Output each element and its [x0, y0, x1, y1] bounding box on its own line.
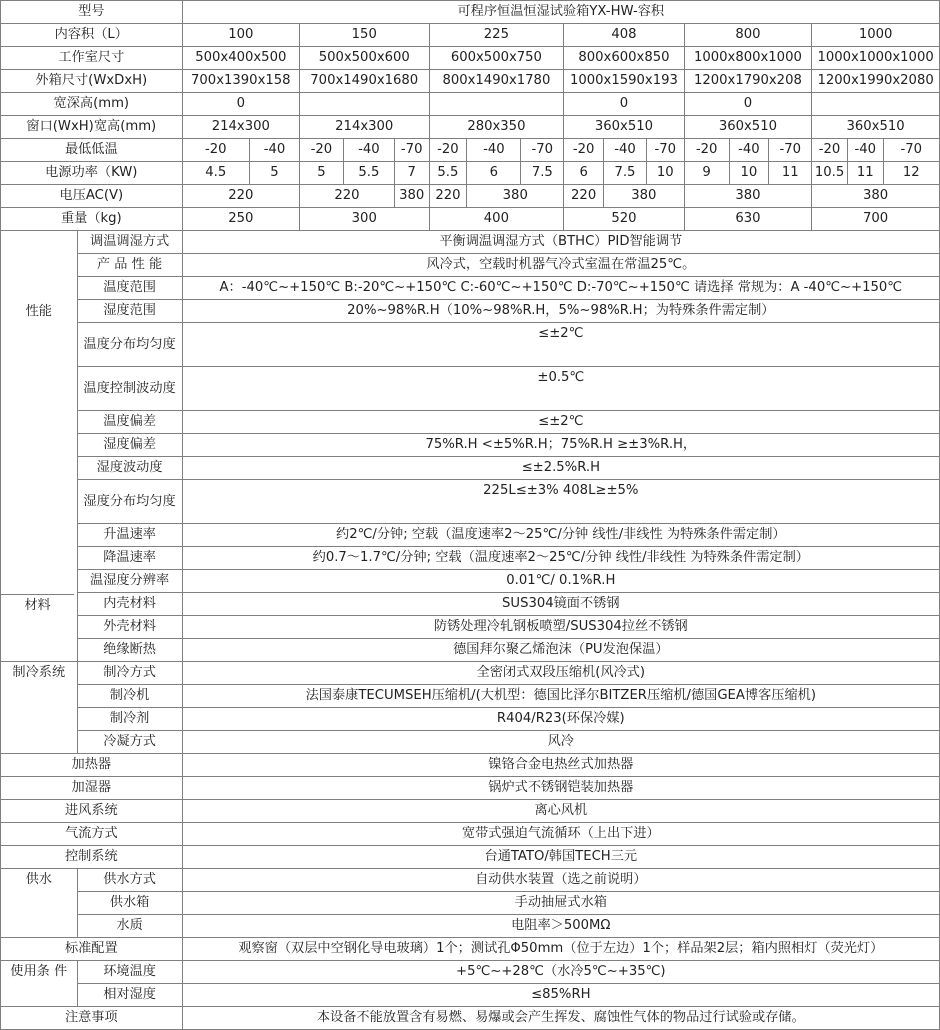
- row-cooling: [1, 708, 940, 731]
- window-cell: 360x510: [684, 116, 812, 139]
- volume-cell: 100: [182, 24, 299, 47]
- perf-value: ±0.5℃: [182, 367, 939, 411]
- min-temp-cell: -70: [646, 139, 684, 162]
- chamber-cell: 1000x1000x1000: [812, 47, 940, 70]
- min-temp-cell: -70: [769, 139, 812, 162]
- chamber-label: 工作室尺寸: [1, 47, 183, 70]
- row-perf: [1, 277, 940, 300]
- perf-label: 温湿度分辨率: [77, 570, 182, 593]
- min-temp-cell: -40: [729, 139, 769, 162]
- simple-label: 进风系统: [1, 800, 183, 823]
- min-temp-cell: -20: [182, 139, 249, 162]
- min-temp-cell: -40: [847, 139, 883, 162]
- usage-value: +5℃~+28℃（水冷5℃~+35℃): [182, 961, 939, 984]
- weight-cell: 700: [812, 208, 940, 231]
- voltage-cell: 380: [394, 185, 429, 208]
- min-temp-cell: -40: [467, 139, 521, 162]
- outer-cell: 700x1390x158: [182, 70, 299, 93]
- row-perf: [1, 524, 940, 547]
- material-label: 绝缘断热: [77, 639, 182, 662]
- usage-label: 环境温度: [77, 961, 182, 984]
- power-label: 电源功率（KW): [1, 162, 183, 185]
- power-cell: 5: [299, 162, 343, 185]
- window-label: 窗口(WxH)宽高(mm): [1, 116, 183, 139]
- chamber-cell: 600x500x750: [429, 47, 564, 70]
- row-cooling: [1, 731, 940, 754]
- window-cell: 360x510: [564, 116, 684, 139]
- power-cell: 6: [564, 162, 604, 185]
- row-water: [1, 892, 940, 915]
- perf-label: 温度分布均匀度: [77, 323, 182, 367]
- volume-cell: 225: [429, 24, 564, 47]
- row-perf: [1, 300, 940, 323]
- voltage-cell: 220: [429, 185, 467, 208]
- outer-label: 外箱尺寸(WxDxH): [1, 70, 183, 93]
- row-cooling: [1, 662, 940, 685]
- volume-cell: 408: [564, 24, 684, 47]
- power-cell: 9: [684, 162, 729, 185]
- row-water: [1, 869, 940, 892]
- voltage-cell: 380: [467, 185, 564, 208]
- weight-cell: 520: [564, 208, 684, 231]
- model-label: 型号: [1, 1, 183, 24]
- window-cell: 360x510: [812, 116, 940, 139]
- perf-group-label: 性能: [1, 231, 78, 662]
- notes-label: 注意事项: [1, 1007, 183, 1030]
- perf-value: A：-40℃~+150℃ B:-20℃~+150℃ C:-60℃~+150℃ D:-70℃~+150℃ 请选择 常规为：A -40℃~+150℃: [182, 277, 939, 300]
- perf-label: 升温速率: [77, 524, 182, 547]
- row-simple: [1, 846, 940, 869]
- min-temp-cell: -20: [564, 139, 604, 162]
- perf-label: 降温速率: [77, 547, 182, 570]
- cooling-group-label: 制冷系统: [1, 662, 78, 754]
- power-cell: 5: [249, 162, 299, 185]
- wdh-cell: [429, 93, 564, 116]
- perf-label: 湿度波动度: [77, 457, 182, 480]
- row-voltage: [1, 185, 940, 208]
- volume-label: 内容积（L）: [1, 24, 183, 47]
- outer-cell: 800x1490x1780: [429, 70, 564, 93]
- wdh-cell: [812, 93, 940, 116]
- material-value: 防锈处理冷轧钢板喷塑/SUS304拉丝不锈钢: [182, 616, 939, 639]
- simple-value: 离心风机: [182, 800, 939, 823]
- perf-value: 风冷式，空载时机器气冷式室温在常温25℃。: [182, 254, 939, 277]
- cooling-value: R404/R23(环保冷媒): [182, 708, 939, 731]
- voltage-label: 电压AC(V): [1, 185, 183, 208]
- simple-value: 台通TATO/韩国TECH三元: [182, 846, 939, 869]
- simple-label: 控制系统: [1, 846, 183, 869]
- cooling-label: 制冷机: [77, 685, 182, 708]
- wdh-cell: 0: [564, 93, 684, 116]
- row-perf: [1, 411, 940, 434]
- cooling-label: 冷凝方式: [77, 731, 182, 754]
- simple-label: 加热器: [1, 754, 183, 777]
- voltage-cell: 380: [684, 185, 812, 208]
- cooling-label: 制冷剂: [77, 708, 182, 731]
- volume-cell: 800: [684, 24, 812, 47]
- simple-label: 加湿器: [1, 777, 183, 800]
- material-value: 德国拜尔聚乙烯泡沫（PU发泡保温）: [182, 639, 939, 662]
- row-outer: [1, 70, 940, 93]
- row-perf: [1, 570, 940, 593]
- simple-value: 锅炉式不锈钢铠装加热器: [182, 777, 939, 800]
- row-chamber: [1, 47, 940, 70]
- row-power: [1, 162, 940, 185]
- power-cell: 11: [847, 162, 883, 185]
- perf-value: 约0.7～1.7℃/分钟; 空载（温度速率2～25℃/分钟 线性/非线性 为特殊条件需定制）: [182, 547, 939, 570]
- perf-value: ≤±2℃: [182, 323, 939, 367]
- row-simple: [1, 777, 940, 800]
- perf-value: 0.01℃/ 0.1%R.H: [182, 570, 939, 593]
- min-temp-cell: -40: [249, 139, 299, 162]
- row-perf: [1, 457, 940, 480]
- row-weight: [1, 208, 940, 231]
- row-min-temp: [1, 139, 940, 162]
- material-label: 内壳材料: [77, 593, 182, 616]
- row-perf: [1, 323, 940, 367]
- power-cell: 4.5: [182, 162, 249, 185]
- perf-label: 湿度偏差: [77, 434, 182, 457]
- perf-label: 温度偏差: [77, 411, 182, 434]
- row-wdh: [1, 93, 940, 116]
- cooling-value: 法国泰康TECUMSEH压缩机/(大机型：德国比泽尔BITZER压缩机/德国GEA博客压缩机): [182, 685, 939, 708]
- water-value: 手动抽屉式水箱: [182, 892, 939, 915]
- material-value: SUS304镜面不锈钢: [182, 593, 939, 616]
- weight-cell: 250: [182, 208, 299, 231]
- perf-value: 75%R.H <±5%R.H；75%R.H ≥±3%R.H，: [182, 434, 939, 457]
- power-cell: 7: [394, 162, 429, 185]
- row-water: [1, 915, 940, 938]
- row-material: [1, 639, 940, 662]
- voltage-cell: 220: [299, 185, 394, 208]
- perf-label: 产 品 性 能: [77, 254, 182, 277]
- min-temp-cell: -20: [429, 139, 467, 162]
- window-cell: 280x350: [429, 116, 564, 139]
- perf-label: 湿度范围: [77, 300, 182, 323]
- voltage-cell: 220: [182, 185, 299, 208]
- water-label: 供水箱: [77, 892, 182, 915]
- chamber-cell: 1000x800x1000: [684, 47, 812, 70]
- water-label: 水质: [77, 915, 182, 938]
- standard-value: 观察窗（双层中空钢化导电玻璃）1个；测试孔Φ50mm（位于左边）1个；样品架2层；箱内照相灯（荧光灯）: [182, 938, 939, 961]
- power-cell: 11: [769, 162, 812, 185]
- row-simple: [1, 800, 940, 823]
- row-model: [1, 1, 940, 24]
- row-material: [1, 593, 940, 616]
- power-cell: 6: [467, 162, 521, 185]
- outer-cell: 1200x1990x2080: [812, 70, 940, 93]
- row-simple: [1, 754, 940, 777]
- min-temp-cell: -70: [883, 139, 939, 162]
- volume-cell: 150: [299, 24, 429, 47]
- power-cell: 7.5: [604, 162, 647, 185]
- row-window: [1, 116, 940, 139]
- wdh-label: 宽深高(mm): [1, 93, 183, 116]
- cooling-value: 风冷: [182, 731, 939, 754]
- row-perf: [1, 254, 940, 277]
- row-standard: [1, 938, 940, 961]
- material-group-label: 材料: [1, 594, 74, 617]
- model-value: 可程序恒温恒湿试验箱YX-HW-容积: [182, 1, 939, 24]
- weight-label: 重量（kg): [1, 208, 183, 231]
- perf-value: 225L≤±3% 408L≥±5%: [182, 480, 939, 524]
- perf-value: 20%~98%R.H（10%~98%R.H，5%~98%R.H；为特殊条件需定制）: [182, 300, 939, 323]
- power-cell: 5.5: [429, 162, 467, 185]
- usage-group-label: 使用条 件: [1, 961, 78, 1007]
- min-temp-cell: -20: [812, 139, 848, 162]
- row-cooling: [1, 685, 940, 708]
- perf-label: 温度范围: [77, 277, 182, 300]
- power-cell: 5.5: [343, 162, 394, 185]
- weight-cell: 300: [299, 208, 429, 231]
- row-material: [1, 616, 940, 639]
- perf-label: 调温调湿方式: [77, 231, 182, 254]
- min-temp-cell: -70: [394, 139, 429, 162]
- wdh-cell: 0: [182, 93, 299, 116]
- water-value: 电阻率＞500MΩ: [182, 915, 939, 938]
- row-simple: [1, 823, 940, 846]
- water-value: 自动供水装置（选之前说明）: [182, 869, 939, 892]
- outer-cell: 700x1490x1680: [299, 70, 429, 93]
- usage-label: 相对湿度: [77, 984, 182, 1007]
- row-perf: [1, 480, 940, 524]
- voltage-cell: 220: [564, 185, 604, 208]
- cooling-label: 制冷方式: [77, 662, 182, 685]
- volume-cell: 1000: [812, 24, 940, 47]
- chamber-cell: 800x600x850: [564, 47, 684, 70]
- wdh-cell: 0: [684, 93, 812, 116]
- perf-label: 温度控制波动度: [77, 367, 182, 411]
- row-usage: [1, 961, 940, 984]
- perf-label: 湿度分布均匀度: [77, 480, 182, 524]
- perf-value: ≤±2℃: [182, 411, 939, 434]
- row-perf: [1, 547, 940, 570]
- chamber-cell: 500x400x500: [182, 47, 299, 70]
- min-temp-cell: -20: [299, 139, 343, 162]
- perf-value: 约2℃/分钟; 空载（温度速率2～25℃/分钟 线性/非线性 为特殊条件需定制）: [182, 524, 939, 547]
- window-cell: 214x300: [299, 116, 429, 139]
- simple-value: 镍铬合金电热丝式加热器: [182, 754, 939, 777]
- min-temp-label: 最低低温: [1, 139, 183, 162]
- min-temp-cell: -20: [684, 139, 729, 162]
- material-label: 外壳材料: [77, 616, 182, 639]
- power-cell: 10: [729, 162, 769, 185]
- voltage-cell: 380: [604, 185, 685, 208]
- power-cell: 7.5: [521, 162, 564, 185]
- row-perf: [1, 434, 940, 457]
- perf-value: ≤±2.5%R.H: [182, 457, 939, 480]
- power-cell: 10: [646, 162, 684, 185]
- simple-value: 宽带式强迫气流循环（上出下进）: [182, 823, 939, 846]
- outer-cell: 1000x1590x193: [564, 70, 684, 93]
- wdh-cell: [299, 93, 429, 116]
- voltage-cell: 380: [812, 185, 940, 208]
- water-group-label: 供水: [1, 869, 78, 938]
- power-cell: 12: [883, 162, 939, 185]
- row-perf: [1, 231, 940, 254]
- row-usage: [1, 984, 940, 1007]
- weight-cell: 400: [429, 208, 564, 231]
- perf-value: 平衡调温调湿方式（BTHC）PID智能调节: [182, 231, 939, 254]
- weight-cell: 630: [684, 208, 812, 231]
- window-cell: 214x300: [182, 116, 299, 139]
- row-perf: [1, 367, 940, 411]
- row-volume: [1, 24, 940, 47]
- outer-cell: 1200x1790x208: [684, 70, 812, 93]
- min-temp-cell: -40: [604, 139, 647, 162]
- cooling-value: 全密闭式双段压缩机(风冷式): [182, 662, 939, 685]
- water-label: 供水方式: [77, 869, 182, 892]
- notes-value: 本设备不能放置含有易燃、易爆或会产生挥发、腐蚀性气体的物品过行试验或存储。: [182, 1007, 939, 1030]
- row-notes: [1, 1007, 940, 1030]
- min-temp-cell: -40: [343, 139, 394, 162]
- chamber-cell: 500x500x600: [299, 47, 429, 70]
- standard-label: 标准配置: [1, 938, 183, 961]
- usage-value: ≤85%RH: [182, 984, 939, 1007]
- simple-label: 气流方式: [1, 823, 183, 846]
- power-cell: 10.5: [812, 162, 848, 185]
- min-temp-cell: -70: [521, 139, 564, 162]
